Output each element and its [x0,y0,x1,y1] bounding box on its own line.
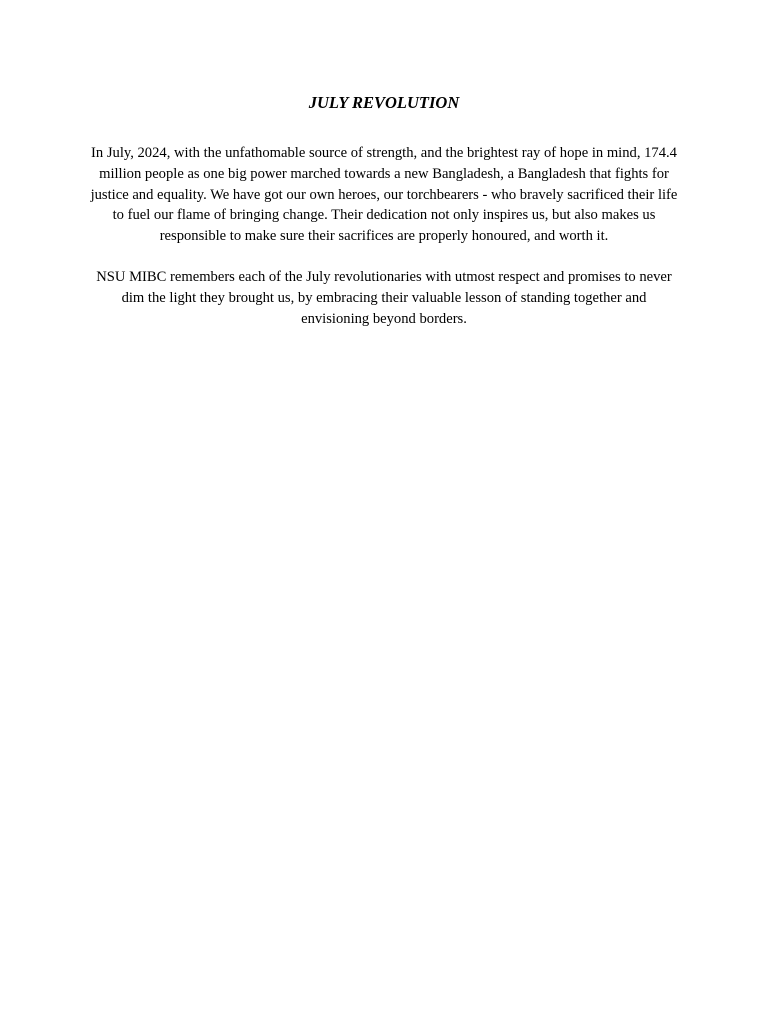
paragraph-promise: NSU MIBC remembers each of the July revolutionaries with utmost respect and promises to never dim the light they brought us, by embracing their valuable lesson of standing together and envisioning beyond borders. [96,269,672,327]
paragraph-tribute: In July, 2024, with the unfathomable source of strength, and the brightest ray of hope in mind, 174.4 million people as one big power marched towards a new Bangladesh, a Bangladesh that fights for justice and equality. We have got our own heroes, our torchbearers - who bravely sacrificed their life to fuel our flame of bringing change. Their dedication not only inspires us, but also makes us responsible to make sure their sacrifices are properly honoured, and worth it. [90,145,678,245]
document-title: JULY REVOLUTION [308,93,460,112]
